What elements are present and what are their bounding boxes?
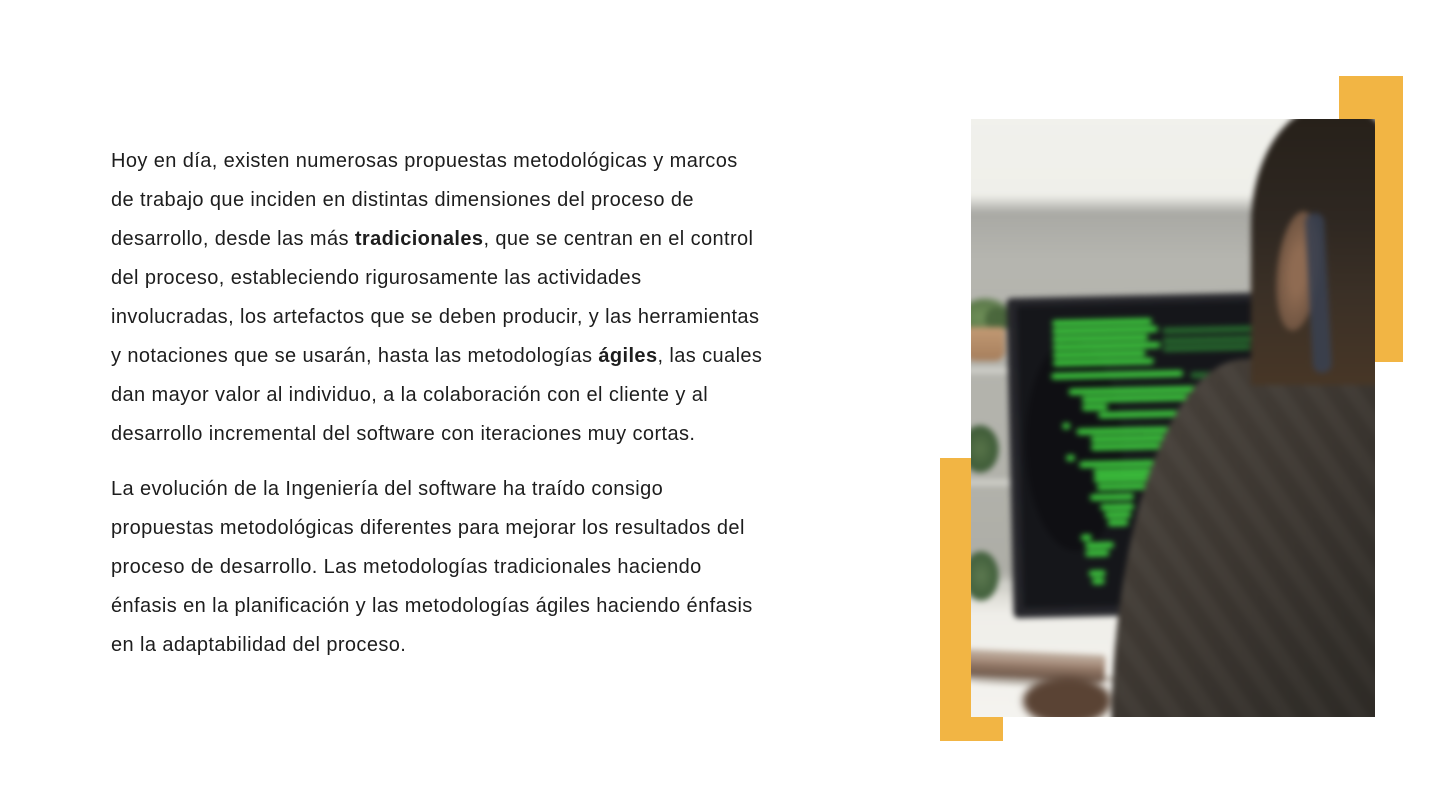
- paragraph-2: [111, 470, 851, 665]
- code-line: [1052, 342, 1160, 350]
- text-line: y notaciones que se usarán, hasta las metodologías ágiles, las cuales: [111, 345, 763, 367]
- code-line: [1107, 520, 1128, 526]
- code-line: [1100, 504, 1134, 511]
- text-line: Hoy en día, existen numerosas propuestas metodológicas y marcos: [111, 150, 738, 172]
- code-line: [1090, 494, 1134, 501]
- photo-plant-pot: [971, 327, 1005, 361]
- paragraph-1: [111, 142, 851, 454]
- code-line: [1085, 542, 1114, 549]
- photo-developer-at-monitor: [971, 119, 1375, 717]
- text-line: dan mayor valor al individuo, a la colaboración con el cliente y al: [111, 384, 709, 406]
- code-line: [1091, 435, 1169, 443]
- code-line: [1066, 455, 1075, 461]
- photo-hand: [1023, 677, 1111, 717]
- code-line: [1053, 350, 1146, 358]
- code-line: [1092, 578, 1105, 584]
- text-line: proceso de desarrollo. Las metodologías tradicionales haciendo: [111, 556, 702, 578]
- code-line: [1097, 483, 1151, 490]
- text-line: La evolución de la Ingeniería del software ha traído consigo: [111, 478, 664, 500]
- code-line: [1085, 550, 1109, 557]
- code-line: [1104, 512, 1131, 519]
- text-line: involucradas, los artefactos que se deben producir, y las herramientas: [111, 306, 760, 328]
- photo-layers: [971, 119, 1375, 717]
- text-line: de trabajo que inciden en distintas dimensiones del proceso de: [111, 189, 694, 211]
- code-line: [1052, 326, 1158, 334]
- text-line: desarrollo, desde las más tradicionales, que se centran en el control: [111, 228, 754, 250]
- text-line: en la adaptabilidad del proceso.: [111, 634, 407, 656]
- text-line: propuestas metodológicas diferentes para mejorar los resultados del: [111, 517, 745, 539]
- body-text: [111, 142, 851, 681]
- code-line: [1089, 570, 1106, 576]
- code-line: [1082, 404, 1108, 411]
- code-line: [1091, 443, 1165, 451]
- text-line: desarrollo incremental del software con iteraciones muy cortas.: [111, 423, 696, 445]
- text-line: énfasis en la planificación y las metodologías ágiles haciendo énfasis: [111, 595, 753, 617]
- photo-keyboard: [971, 649, 1106, 682]
- code-line: [1052, 334, 1148, 342]
- code-line: [1081, 534, 1092, 540]
- text-line: del proceso, estableciendo rigurosamente las actividades: [111, 267, 642, 289]
- code-line: [1052, 318, 1152, 326]
- code-line: [1062, 423, 1070, 429]
- code-line: [1053, 358, 1154, 366]
- code-line: [1076, 427, 1172, 435]
- code-line: [1163, 344, 1251, 352]
